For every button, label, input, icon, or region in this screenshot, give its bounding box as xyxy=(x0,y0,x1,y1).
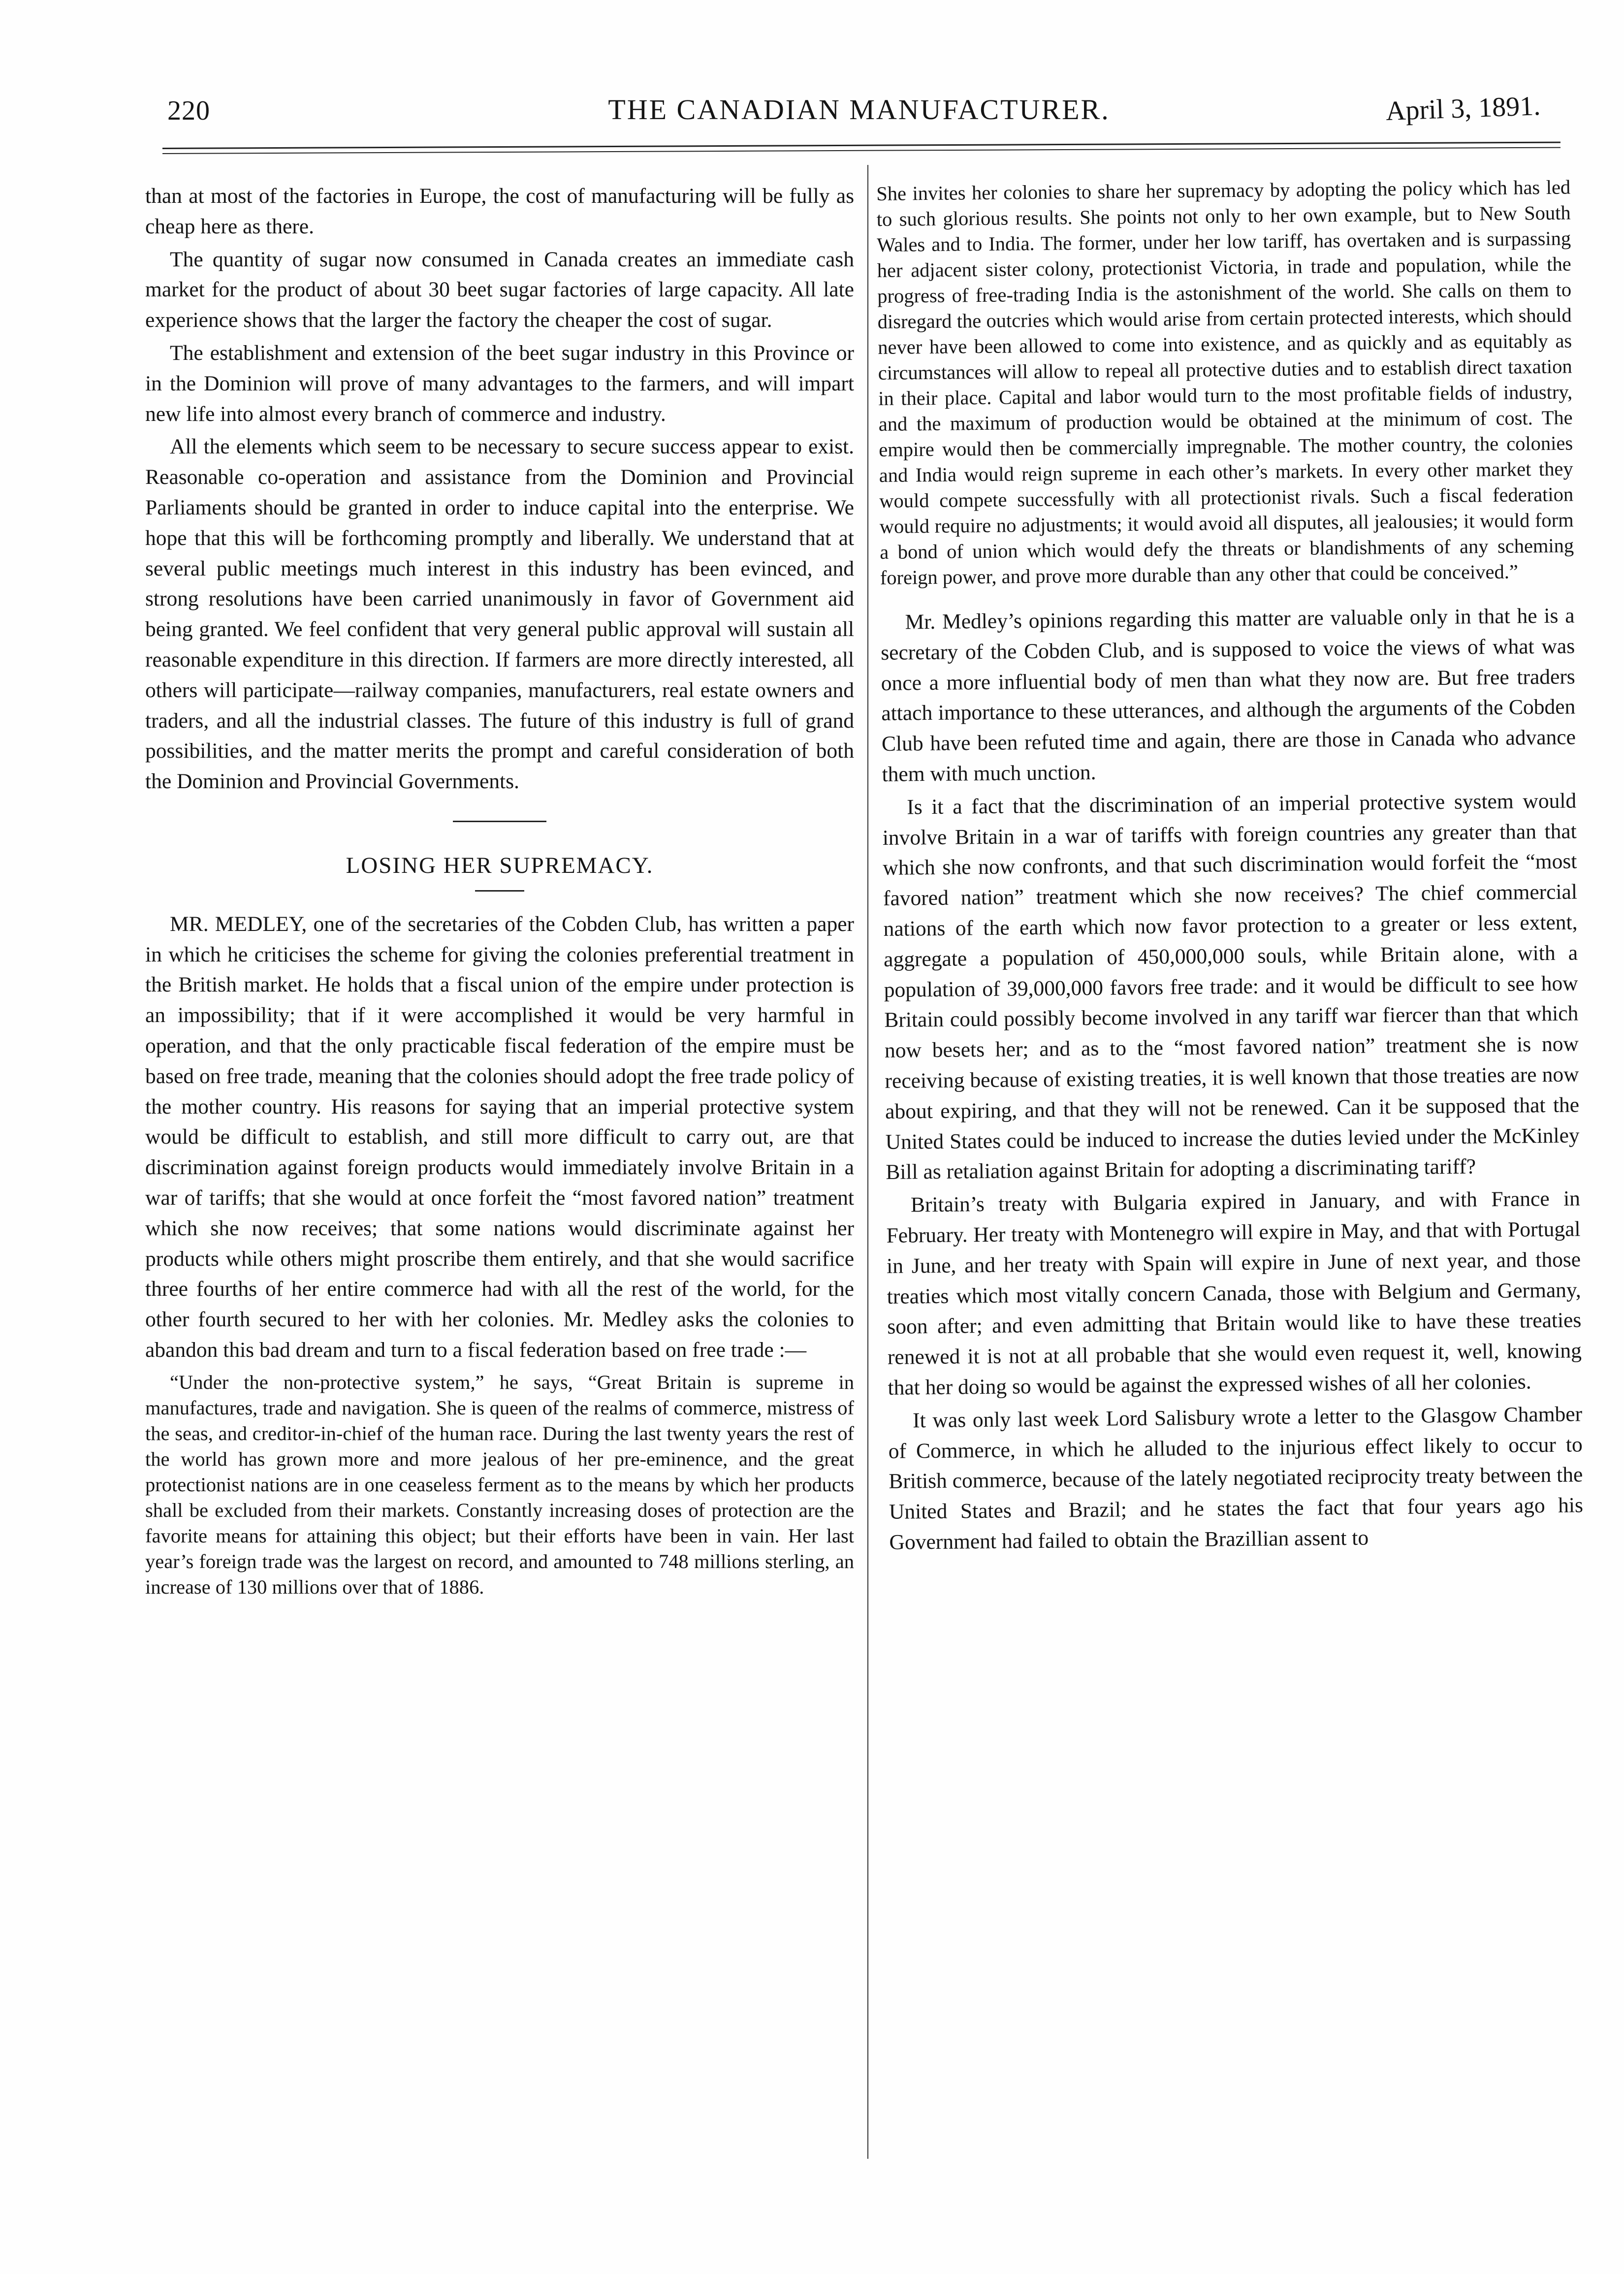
paragraph: Mr. Medley’s opinions regarding this matter are valuable only in that he is a secretary of the Cobden Club, and is supposed to voice the views of what was once a more influential body of men than what they now are. But free traders attach importance to these utterances, and although the arguments of the Cobden Club have been refuted time and again, there are those in Canada who advance them with much unction. xyxy=(880,604,1576,786)
paragraph: All the elements which seem to be necessary to secure success appear to exist. Reasonable co-operation and assistance from the Dominion and Provincial Parliaments should be granted in order to induce capital into the enterprise. We hope that this will be forthcoming promptly and liberally. We understand that at several public meetings much interest in this industry has been evinced, and strong resolutions have been carried unanimously in favor of Government aid being granted. We feel confident that very general public approval will sustain all reasonable expenditure in this direction. If farmers are more directly interested, all others will participate—railway companies, manufacturers, real estate owners and traders, and all the industrial classes. The future of this industry is full of grand possibilities, and the matter merits the prompt and careful consideration of both the Dominion and Provincial Governments. xyxy=(145,435,854,794)
paragraph: MR. MEDLEY, one of the secretaries of the Cobden Club, has written a paper in which he criticises the scheme for giving the colonies preferential treatment in the British market. He holds that a fiscal union of the empire under protection is an impossibility; that if it were accomplished it would be very harmful in operation, and that the only practicable fiscal federation of the empire must be based on free trade, meaning that the colonies should adopt the free trade policy of the mother country. His reasons for saying that an imperial protective system would be difficult to establish, and still more difficult to carry out, are that discrimination against foreign products would immediately involve Britain in a war of tariffs; that she would at once forfeit the “most favored nation” treatment which she now receives; that some nations would discriminate against her products while others might proscribe them entirely, and that she would sacrifice three fourths of her entire commerce had with all the rest of the world, for the other fourth secured to her with her colonies. Mr. Medley asks the colonies to abandon this bad dream and turn to a fiscal federation based on free trade :— xyxy=(145,912,854,1362)
page-number: 220 xyxy=(167,96,210,126)
journal-title: THE CANADIAN MANUFACTURER. xyxy=(608,94,1110,126)
paragraph: than at most of the factories in Europe, the cost of manufacturing will be fully as cheap here as there. xyxy=(145,184,854,238)
section-divider xyxy=(453,821,546,822)
paragraph: Is it a fact that the discrimination of an imperial protective system would involve Britain in a war of tariffs with foreign countries any greater than that which she now confronts, and that such discrimination would forfeit the “most favored nation” treatment which she now receives? The chief commercial nations of the earth which now favor protection to a greater or less extent, aggregate a population of 450,000,000 souls, while Britain alone, with a population of 39,000,000 favors free trade: and it would be difficult to see how Britain could possibly become involved in any tariff war fiercer than that which now besets her; and as to the “most favored nation” treatment she is now receiving because of existing treaties, it is well known that those treaties are now about expiring, and that they will not be renewed. Can it be supposed that the United States could be induced to increase the duties levied under the McKinley Bill as retaliation against Britain for adopting a discriminating tariff? xyxy=(882,789,1580,1185)
block-quote: “Under the non-protective system,” he says, “Great Britain is supreme in manufactures, trade and navigation. She is queen of the realms of commerce, mistress of the seas, and creditor-in-chief of the human race. During the last twenty years the rest of the world has grown more and more jealous of her pre-eminence, and the great protectionist nations are in one ceaseless ferment as to the means by which her products shall be excluded from their markets. Constantly increasing doses of protection are the favorite means for attaining this object; but their efforts have been in vain. Her last year’s foreign trade was the largest on record, and amounted to 748 millions sterling, an increase of 130 millions over that of 1886. xyxy=(145,1371,854,1598)
left-column xyxy=(145,181,854,1602)
paragraph: It was only last week Lord Salisbury wrote a letter to the Glasgow Chamber of Commerce, in which he alluded to the injurious effect likely to occur to British commerce, because of the lately negotiated reciprocity treaty between the United States and Brazil; and he states the fact that four years ago his Government had failed to obtain the Brazillian assent to xyxy=(888,1402,1584,1554)
issue-date: April 3, 1891. xyxy=(1385,91,1541,127)
block-quote-continued: She invites her colonies to share her supremacy by adopting the policy which has led to such glorious results. She points not only to her own example, but to New South Wales and to India. The former, under her low tariff, has overtaken and is surpassing her adjacent sister colony, protectionist Victoria, in trade and population, while the progress of free-trading India is the astonishment of the world. She calls on them to disregard the outcries which would arise from certain protected interests, which should never have been allowed to come into existence, and as quickly and as equitably as circumstances will allow to repeal all protective duties and to establish direct taxation in their place. Capital and labor would turn to the most profitable fields of industry, and the maximum of production would be obtained at the minimum of cost. The empire would then be commercially impregnable. The mother country, the colonies and India would reign supreme in each other’s markets. In every other market they would compete successfully with all protectionist rivals. Such a fiscal federation would require no adjustments; it would avoid all disputes, all jealousies; it would form a bond of union which would defy the threats or blandishments of any scheming foreign power, and prove more durable than any other that could be conceived.” xyxy=(876,176,1574,589)
paragraph: The quantity of sugar now consumed in Canada creates an immediate cash market for the product of about 30 beet sugar factories of large capacity. All late experience shows that the larger the factory the cheaper the cost of sugar. xyxy=(145,247,854,332)
paragraph: Britain’s treaty with Bulgaria expired in January, and with France in February. Her treaty with Montenegro will expire in May, and that with Portugal in June, and her treaty with Spain will expire in June of next year, and those treaties which most vitally concern Canada, those with Belgium and Germany, soon after; and even admitting that Britain would like to have these treaties renewed it is not at all probable that she would even request it, well, knowing that her doing so would be against the expressed wishes of all her colonies. xyxy=(886,1186,1582,1400)
column-divider xyxy=(867,165,868,2159)
header-rule xyxy=(162,142,1560,154)
title-divider xyxy=(475,890,524,892)
paragraph: The establishment and extension of the beet sugar industry in this Province or in the Dominion will prove of many advantages to the farmers, and will impart new life into almost every branch of commerce and industry. xyxy=(145,341,854,426)
right-column xyxy=(876,174,1584,1560)
page-header xyxy=(167,86,1551,140)
article-title: LOSING HER SUPREMACY. xyxy=(346,852,654,878)
